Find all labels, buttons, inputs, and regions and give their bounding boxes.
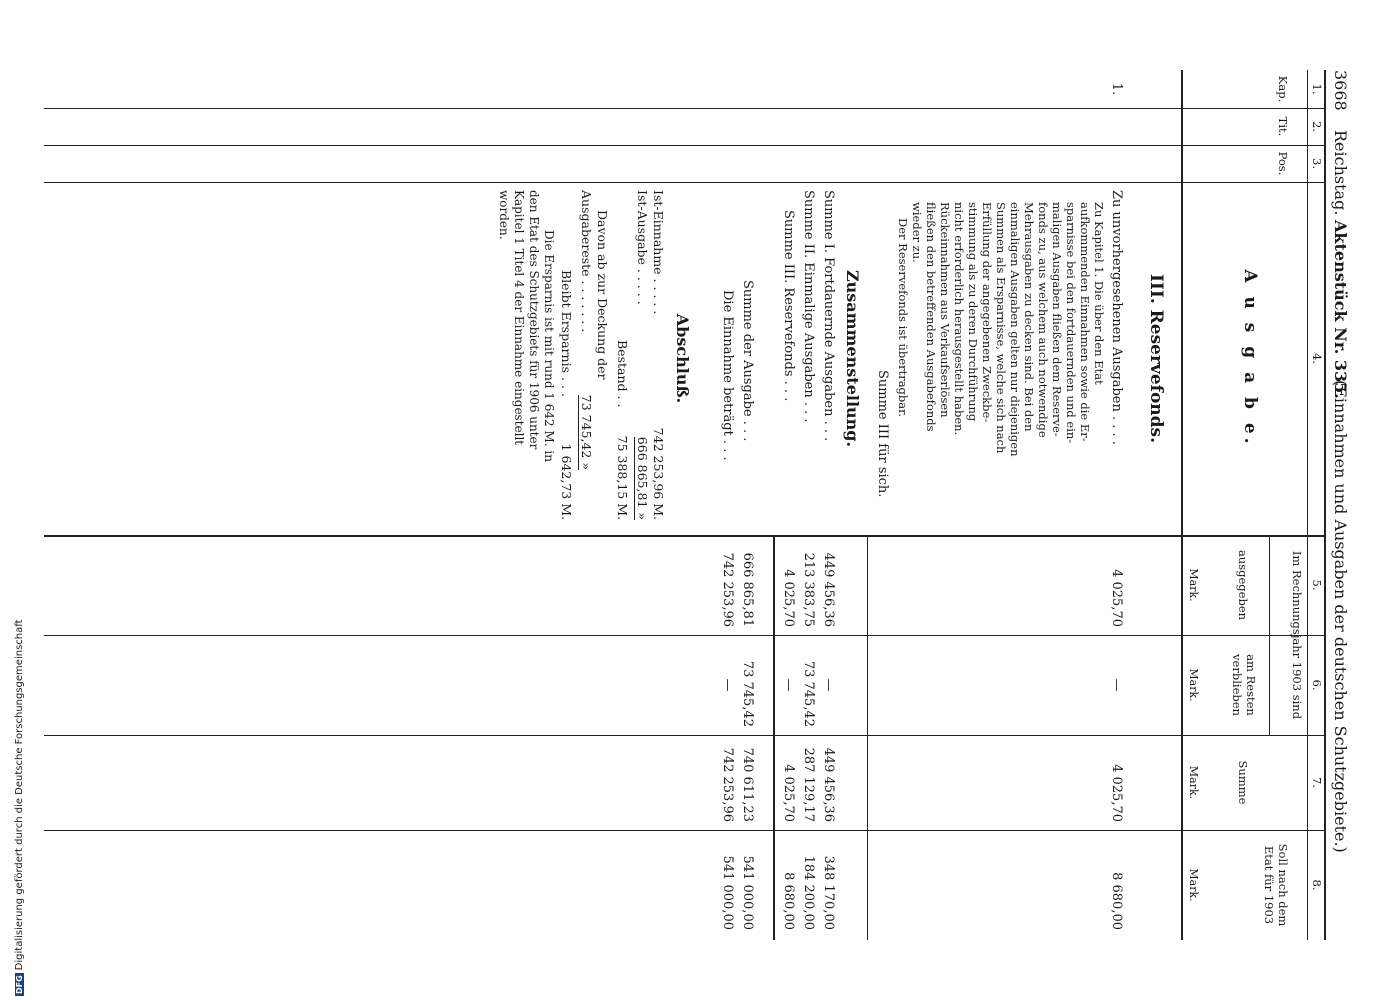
soll-header: Soll nach dem Etat für 1903 xyxy=(1262,843,1290,927)
abschluss-label: Bestand . . xyxy=(615,340,630,408)
section-ausgegeben: 4 025,70 xyxy=(1109,569,1124,627)
header-title: (Einnahmen und Ausgaben der deutschen Schutzgebiete.) xyxy=(1331,380,1350,853)
column-number: 3. xyxy=(1310,158,1324,169)
top-rule xyxy=(1324,70,1326,940)
pos-header: Pos. xyxy=(1276,151,1290,176)
summary-ausgegeben: 4 025,70 xyxy=(781,569,796,627)
abschluss-note xyxy=(496,190,556,462)
note-line: den Etat des Schutzgebiets für 1906 unter xyxy=(527,190,541,450)
summary-label: Summe der Ausgabe . . . xyxy=(740,280,755,442)
summary-ausgegeben: 449 456,36 xyxy=(821,552,836,627)
header-bottom-rule xyxy=(1181,70,1183,940)
summary-summe: 742 253,96 xyxy=(720,747,735,822)
ausgabe-header: A u s g a b e. xyxy=(1240,269,1260,448)
column-number: 5. xyxy=(1310,579,1324,591)
paragraph-line: Erfüllung der angegebenen Zweckbe- xyxy=(980,202,994,423)
abschluss-value: 666 865,81 » xyxy=(635,436,650,520)
column-number: 8. xyxy=(1310,879,1324,891)
column-number: 7. xyxy=(1310,777,1324,788)
paragraph-line: aufkommenden Einnahmen sowie die Er- xyxy=(1078,202,1092,442)
column-divider xyxy=(44,535,1324,537)
item-label: Zu unvorhergesehenen Ausgaben . . . . xyxy=(1109,190,1124,445)
summary-summe: 4 025,70 xyxy=(781,764,796,822)
paragraph-line: sparnisse bei den fortdauernden und ein- xyxy=(1064,202,1078,444)
summary-soll: 541 000,00 xyxy=(740,855,755,930)
summary-top-rule xyxy=(867,535,868,940)
summary-summe: 449 456,36 xyxy=(821,747,836,822)
paragraph-line: fonds zu, aus welchem auch notwendige xyxy=(1036,202,1050,438)
abschluss-value: 742 253,96 M. xyxy=(651,427,666,520)
unit-label: Mark. xyxy=(1187,668,1200,702)
digitization-credit xyxy=(14,619,25,996)
summary-resten: 73 745,42 xyxy=(801,660,816,727)
unit-label: Mark. xyxy=(1187,568,1200,602)
summary-soll: 8 680,00 xyxy=(781,872,796,930)
unit-label: Mark. xyxy=(1187,765,1200,800)
paragraph-line: wieder zu. xyxy=(910,202,924,263)
column-divider xyxy=(44,145,1324,146)
tit-header: Tit. xyxy=(1276,116,1290,137)
column-number: 2. xyxy=(1310,121,1324,132)
summary-label: Summe II. Einmalige Ausgaben . . . xyxy=(801,190,816,423)
column-divider xyxy=(44,108,1324,109)
column-divider xyxy=(44,635,1324,636)
paragraph-line: Mehrausgaben zu decken sind. Bei den xyxy=(1022,202,1036,432)
section-resten: — xyxy=(1109,678,1124,692)
paragraph-line: stimmung als zu deren Durchführung xyxy=(966,202,980,422)
abschluss-value: 75 388,15 M. xyxy=(615,435,630,520)
summary-ausgegeben: 742 253,96 xyxy=(720,552,735,627)
paragraph-line: maligen Ausgaben fließen dem Reserve- xyxy=(1050,202,1064,437)
unit-label: Mark. xyxy=(1187,868,1200,902)
dfg-logo: DFG xyxy=(15,975,24,994)
section-paragraph xyxy=(896,202,1106,527)
summary-resten: — xyxy=(720,678,735,692)
summary-ausgegeben: 213 383,75 xyxy=(801,552,816,627)
header-document-number: Aktenstück Nr. 335. xyxy=(1331,220,1350,399)
column-number: 1. xyxy=(1310,83,1324,95)
rechnungsjahr-header: Im Rechnungsjahr 1903 sind xyxy=(1290,550,1304,720)
paragraph-line: Der Reservefonds ist übertragbar. xyxy=(896,218,910,418)
paragraph-line: Summen als Ersparnisse, welche sich nach xyxy=(994,202,1008,454)
column-number: 4. xyxy=(1310,353,1324,364)
summary-label: Die Einnahme beträgt . . . xyxy=(720,290,735,461)
column-divider xyxy=(44,830,1324,831)
abschluss-value: 73 745,42 » xyxy=(579,394,594,470)
note-line: Die Ersparnis ist mit rund 1 642 M. in xyxy=(542,230,556,462)
note-line: worden. xyxy=(497,190,511,240)
abschluss-label: Ist-Einnahme . . . . . xyxy=(651,190,666,315)
summary-ausgegeben: 666 865,81 xyxy=(740,552,755,627)
summary-summe: 287 129,17 xyxy=(801,747,816,822)
summary-soll: 348 170,00 xyxy=(821,855,836,930)
credit-text: Digitalisierung gefördert durch die Deutsche Forschungsgemeinschaft xyxy=(14,619,25,971)
section-title: III. Reservefonds. xyxy=(1146,273,1166,444)
document-page xyxy=(40,70,1350,940)
section-soll: 8 680,00 xyxy=(1109,872,1124,930)
summary-resten: — xyxy=(781,678,796,692)
resten-header: am Resten verblieben xyxy=(1230,654,1258,716)
ausgegeben-header: ausgegeben xyxy=(1236,549,1250,621)
abschluss-label: Ist-Ausgabe . . . . . xyxy=(635,190,650,305)
summary-soll: 184 200,00 xyxy=(801,855,816,930)
kap-header: Kap. xyxy=(1276,75,1290,103)
group-header-rule xyxy=(1269,535,1270,735)
summary-label: Summe III. Reservefonds . . . xyxy=(781,210,796,402)
column-divider xyxy=(44,735,1324,736)
summary-resten: — xyxy=(821,678,836,692)
kap-number: 1. xyxy=(1109,82,1124,96)
summe-header: Summe xyxy=(1236,760,1250,805)
abschluss-label: Ausgabereste . . . . . . . xyxy=(579,190,594,333)
summary-summe: 740 611,23 xyxy=(740,747,755,822)
paragraph-line: Rückeinnahmen aus Verkaufserlösen xyxy=(938,202,952,418)
summary-soll: 541 000,00 xyxy=(720,855,735,930)
note-line: Kapitel 1 Titel 4 der Einnahme eingestellt xyxy=(512,190,526,446)
page-number: 3668 xyxy=(1331,70,1350,111)
abschluss-label: Bleibt Ersparnis . . . xyxy=(559,270,574,397)
number-row-rule xyxy=(1307,70,1308,940)
paragraph-line: Zu Kapitel 1. Die über den Etat xyxy=(1092,202,1106,385)
paragraph-line: nicht erforderlich herausgestellt haben. xyxy=(952,202,966,436)
paragraph-line: fließen den betreffenden Ausgabefonds xyxy=(924,202,938,432)
paragraph-line: einmaligen Ausgaben gelten nur diejenigen xyxy=(1008,202,1022,457)
column-number: 6. xyxy=(1310,679,1324,691)
summary-resten: 73 745,42 xyxy=(740,660,755,727)
subtotal-label: Summe III für sich. xyxy=(875,370,890,498)
zusammenstellung-title: Zusammenstellung. xyxy=(843,269,862,448)
header-reichstag: Reichstag. xyxy=(1331,130,1350,216)
abschluss-value: 1 642,73 M. xyxy=(559,443,574,520)
summary-label: Summe I. Fortdauernde Ausgaben . . . xyxy=(821,190,836,442)
abschluss-label: Davon ab zur Deckung der xyxy=(595,210,610,380)
summary-rule xyxy=(773,535,775,940)
abschluss-title: Abschluß. xyxy=(673,313,692,404)
section-summe: 4 025,70 xyxy=(1109,764,1124,822)
